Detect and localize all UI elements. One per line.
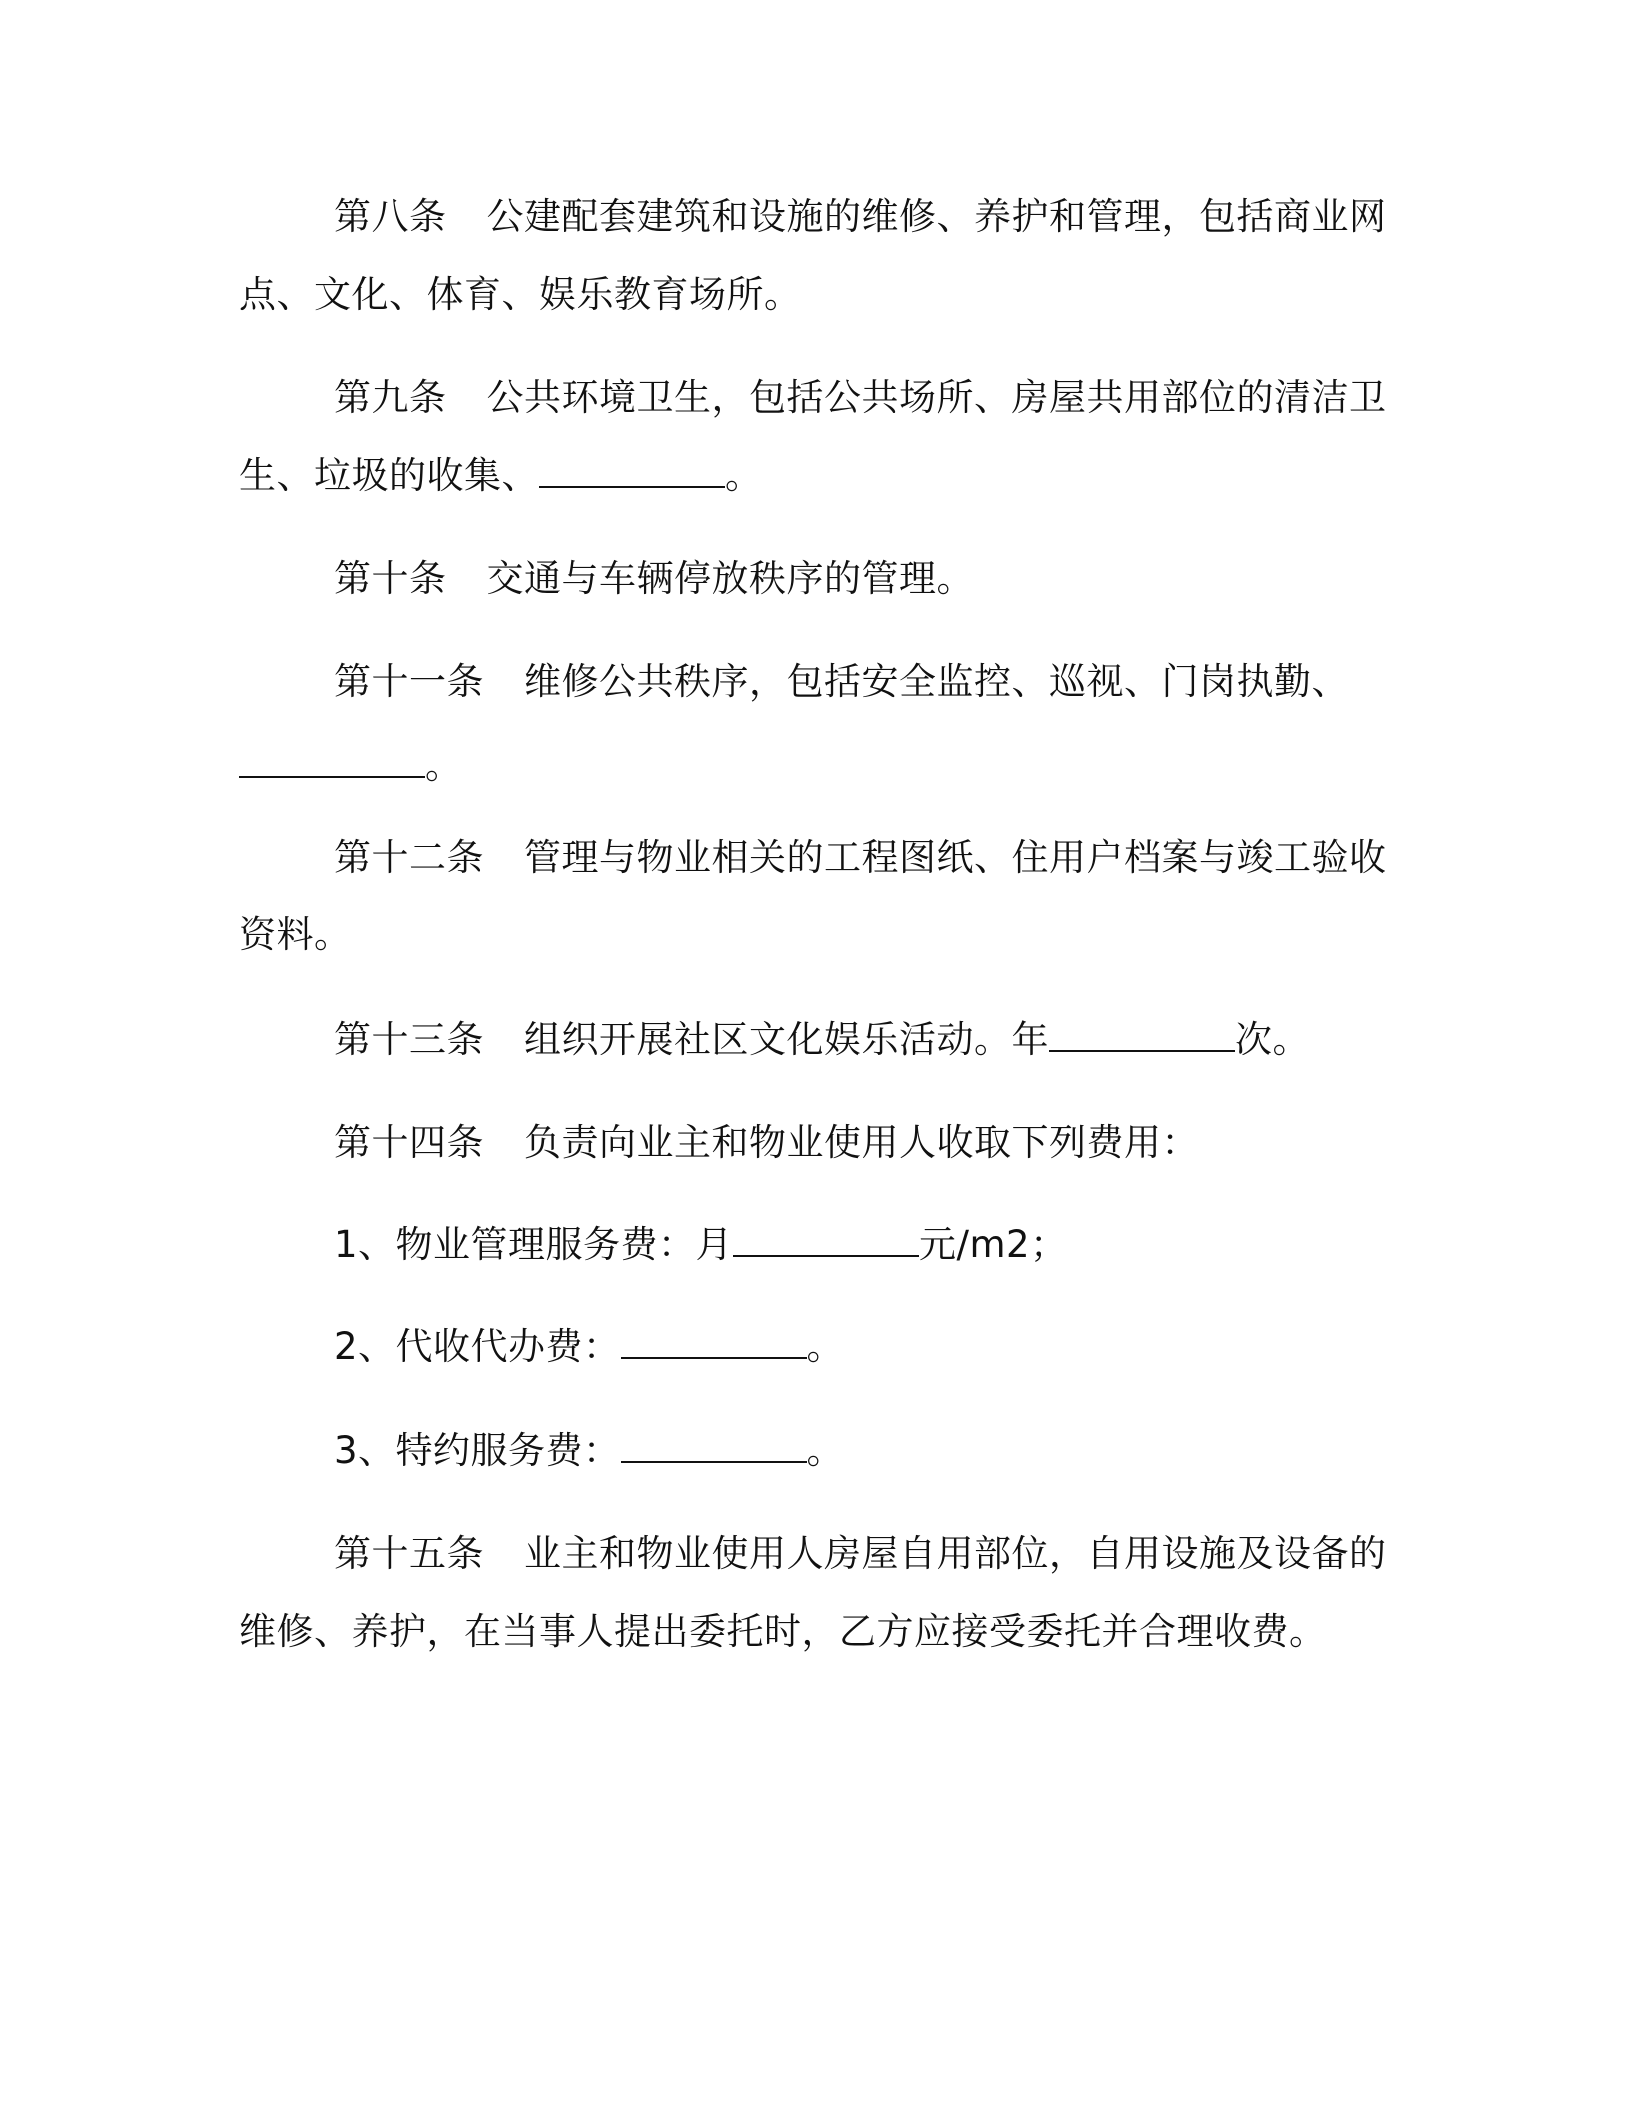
article-9-number: 第九条 <box>334 376 447 419</box>
article-14-item-1-end: 元/m2； <box>919 1223 1068 1266</box>
article-11-text-2-end: 。 <box>425 744 463 787</box>
article-14-item-1-text: 1、物业管理服务费：月 <box>334 1223 734 1266</box>
article-9-text-1: 公共环境卫生，包括公共场所、房屋共用部位的清洁卫 <box>486 376 1387 419</box>
article-14-item-3-blank <box>621 1427 807 1463</box>
article-14-item-2-text: 2、代收代办费： <box>334 1325 621 1368</box>
article-10-number: 第十条 <box>334 557 447 600</box>
article-9-line-2 <box>239 451 763 501</box>
article-8-line-2 <box>239 270 802 320</box>
article-11-blank <box>239 742 425 778</box>
article-13-line-1 <box>334 1015 1310 1065</box>
article-12-line-1 <box>334 833 1387 883</box>
article-14-item-2 <box>334 1322 844 1372</box>
article-14-number: 第十四条 <box>334 1121 484 1164</box>
article-13-number: 第十三条 <box>334 1018 484 1061</box>
article-11-line-1 <box>334 657 1349 707</box>
article-14-item-1 <box>334 1220 1068 1270</box>
article-10-text-1: 交通与车辆停放秩序的管理。 <box>486 557 974 600</box>
article-14-item-2-end: 。 <box>806 1325 845 1368</box>
article-8-text-1: 公建配套建筑和设施的维修、养护和管理，包括商业网 <box>486 195 1387 238</box>
article-8-line-1 <box>334 192 1387 242</box>
article-11-text-1: 维修公共秩序，包括安全监控、巡视、门岗执勤、 <box>524 660 1349 703</box>
article-9-text-2-end: 。 <box>725 454 763 497</box>
article-15-number: 第十五条 <box>334 1532 484 1575</box>
article-14-item-1-blank <box>733 1221 919 1257</box>
article-12-line-2 <box>239 910 352 960</box>
article-10-line-1 <box>334 554 974 604</box>
article-8-number: 第八条 <box>334 195 447 238</box>
article-12-text-1: 管理与物业相关的工程图纸、住用户档案与竣工验收 <box>524 836 1387 879</box>
article-15-text-2: 维修、养护，在当事人提出委托时，乙方应接受委托并合理收费。 <box>239 1610 1327 1653</box>
article-13-blank <box>1049 1016 1235 1052</box>
article-14-item-3-text: 3、特约服务费： <box>334 1429 621 1472</box>
article-15-text-1: 业主和物业使用人房屋自用部位，自用设施及设备的 <box>524 1532 1387 1575</box>
article-12-text-2: 资料。 <box>239 913 352 956</box>
article-9-line-1 <box>334 373 1387 423</box>
article-8-text-2: 点、文化、体育、娱乐教育场所。 <box>239 273 802 316</box>
article-13-text-1-end: 次。 <box>1235 1018 1310 1061</box>
article-15-line-2 <box>239 1607 1327 1657</box>
article-9-text-2: 生、垃圾的收集、 <box>239 454 539 497</box>
article-14-text-1: 负责向业主和物业使用人收取下列费用： <box>524 1121 1199 1164</box>
article-11-number: 第十一条 <box>334 660 484 703</box>
article-11-line-2 <box>239 741 463 791</box>
article-14-item-3-end: 。 <box>806 1429 845 1472</box>
article-12-number: 第十二条 <box>334 836 484 879</box>
article-9-blank <box>539 452 725 488</box>
article-14-item-2-blank <box>621 1323 807 1359</box>
article-14-line-1 <box>334 1118 1199 1168</box>
article-13-text-1: 组织开展社区文化娱乐活动。年 <box>524 1018 1049 1061</box>
article-14-item-3 <box>334 1426 844 1476</box>
article-15-line-1 <box>334 1529 1387 1579</box>
